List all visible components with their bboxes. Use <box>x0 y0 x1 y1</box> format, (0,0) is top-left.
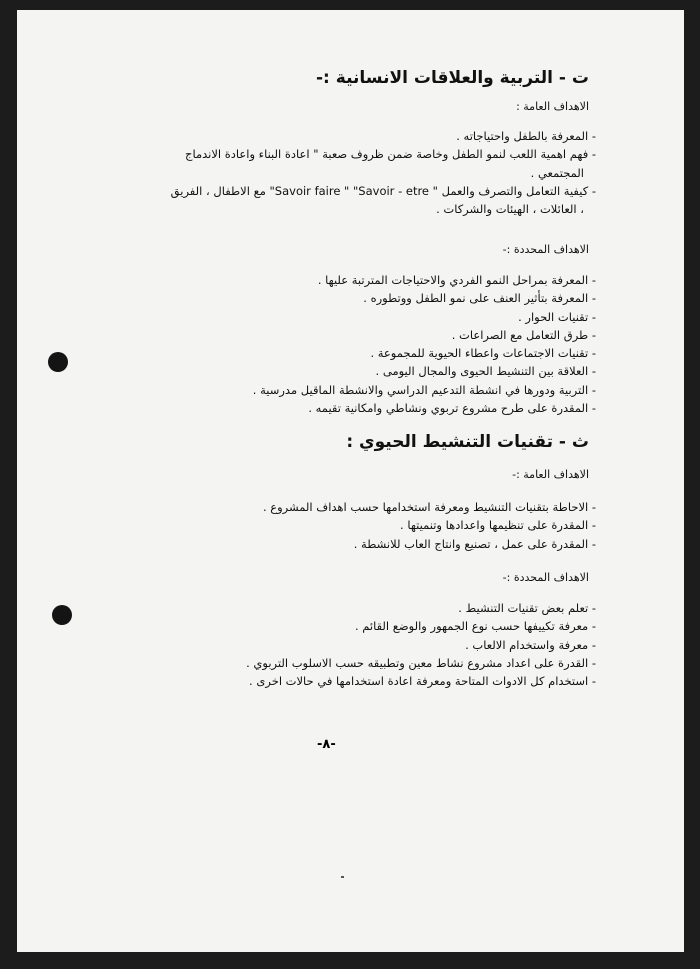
list-item: - تقنيات الحوار . <box>518 309 596 324</box>
list-item: - التربية ودورها في انشطة التدعيم الدراسي والانشطة الماقيل مدرسية . <box>252 382 596 397</box>
section-th-specific-list <box>246 599 596 690</box>
list-item: ، العائلات ، الهيئات والشركات . <box>436 202 584 217</box>
list-item: - القدرة على اعداد مشروع نشاط معين وتطبيقه حسب الاسلوب التربوي . <box>246 655 596 670</box>
list-item: - معرفة تكييفها حسب نوع الجمهور والوضع القائم . <box>354 619 596 634</box>
document-content <box>17 10 684 952</box>
page-number: -٨- <box>317 737 336 752</box>
section-t-general-list <box>171 127 596 218</box>
list-item: - المقدرة على طرح مشروع تربوي ونشاطي وامكانية تقيمه . <box>308 401 596 416</box>
list-item: - المقدرة على تنظيمها واعدادها وتنميتها . <box>400 518 596 533</box>
section-th-title: ث - تقنيات التنشيط الحيوي : <box>346 432 589 452</box>
section-th-general-label: الاهداف العامة :- <box>512 468 589 481</box>
list-item: - استخدام كل الادوات المتاحة ومعرفة اعادة استخدامها في حالات اخرى . <box>249 674 596 689</box>
section-t-general-label: الاهداف العامة : <box>516 100 589 113</box>
list-item: - المعرفة بالطفل واحتياجاته . <box>456 129 596 143</box>
paper-speck <box>341 876 344 878</box>
list-item: - معرفة واستخدام الالعاب . <box>465 637 596 652</box>
list-item: - المعرفة بمراحل النمو الفردي والاحتياجات المترتبة عليها . <box>317 273 596 287</box>
list-item: - فهم اهمية اللعب لنمو الطفل وخاصة ضمن ظروف صعبة " اعادة البناء واعادة الاندماج <box>185 147 596 162</box>
list-item: - الاحاطة بتقنيات التنشيط ومعرفة استخدامها حسب اهداف المشروع . <box>262 500 596 514</box>
list-item: - تعلم بعض تقنيات التنشيط . <box>458 601 596 615</box>
section-t-specific-label: الاهداف المحددة :- <box>502 243 589 256</box>
section-th-general-list <box>263 498 596 553</box>
list-item: المجتمعي . <box>530 165 584 180</box>
paper-page <box>17 10 684 952</box>
list-item: - كيفية التعامل والتصرف والعمل " Savoir faire " "Savoir - etre" مع الاطفال ، الفريق <box>170 183 596 198</box>
section-t-title: ت - التربية والعلاقات الانسانية :- <box>315 68 589 88</box>
list-item: - طرق التعامل مع الصراعات . <box>451 327 596 342</box>
list-item: - العلاقة بين التنشيط الحيوى والمجال اليومى . <box>375 364 596 379</box>
list-item: - المعرفة بتأثير العنف على نمو الطفل ووتطوره . <box>363 291 596 306</box>
list-item: - تقنيات الاجتماعات واعطاء الحيوية للمجموعة . <box>370 346 596 361</box>
section-th-specific-label: الاهداف المحددة :- <box>502 571 589 584</box>
section-t-specific-list <box>253 271 596 417</box>
list-item: - المقدرة على عمل ، تصنيع وانتاج العاب للانشطة . <box>353 536 596 551</box>
